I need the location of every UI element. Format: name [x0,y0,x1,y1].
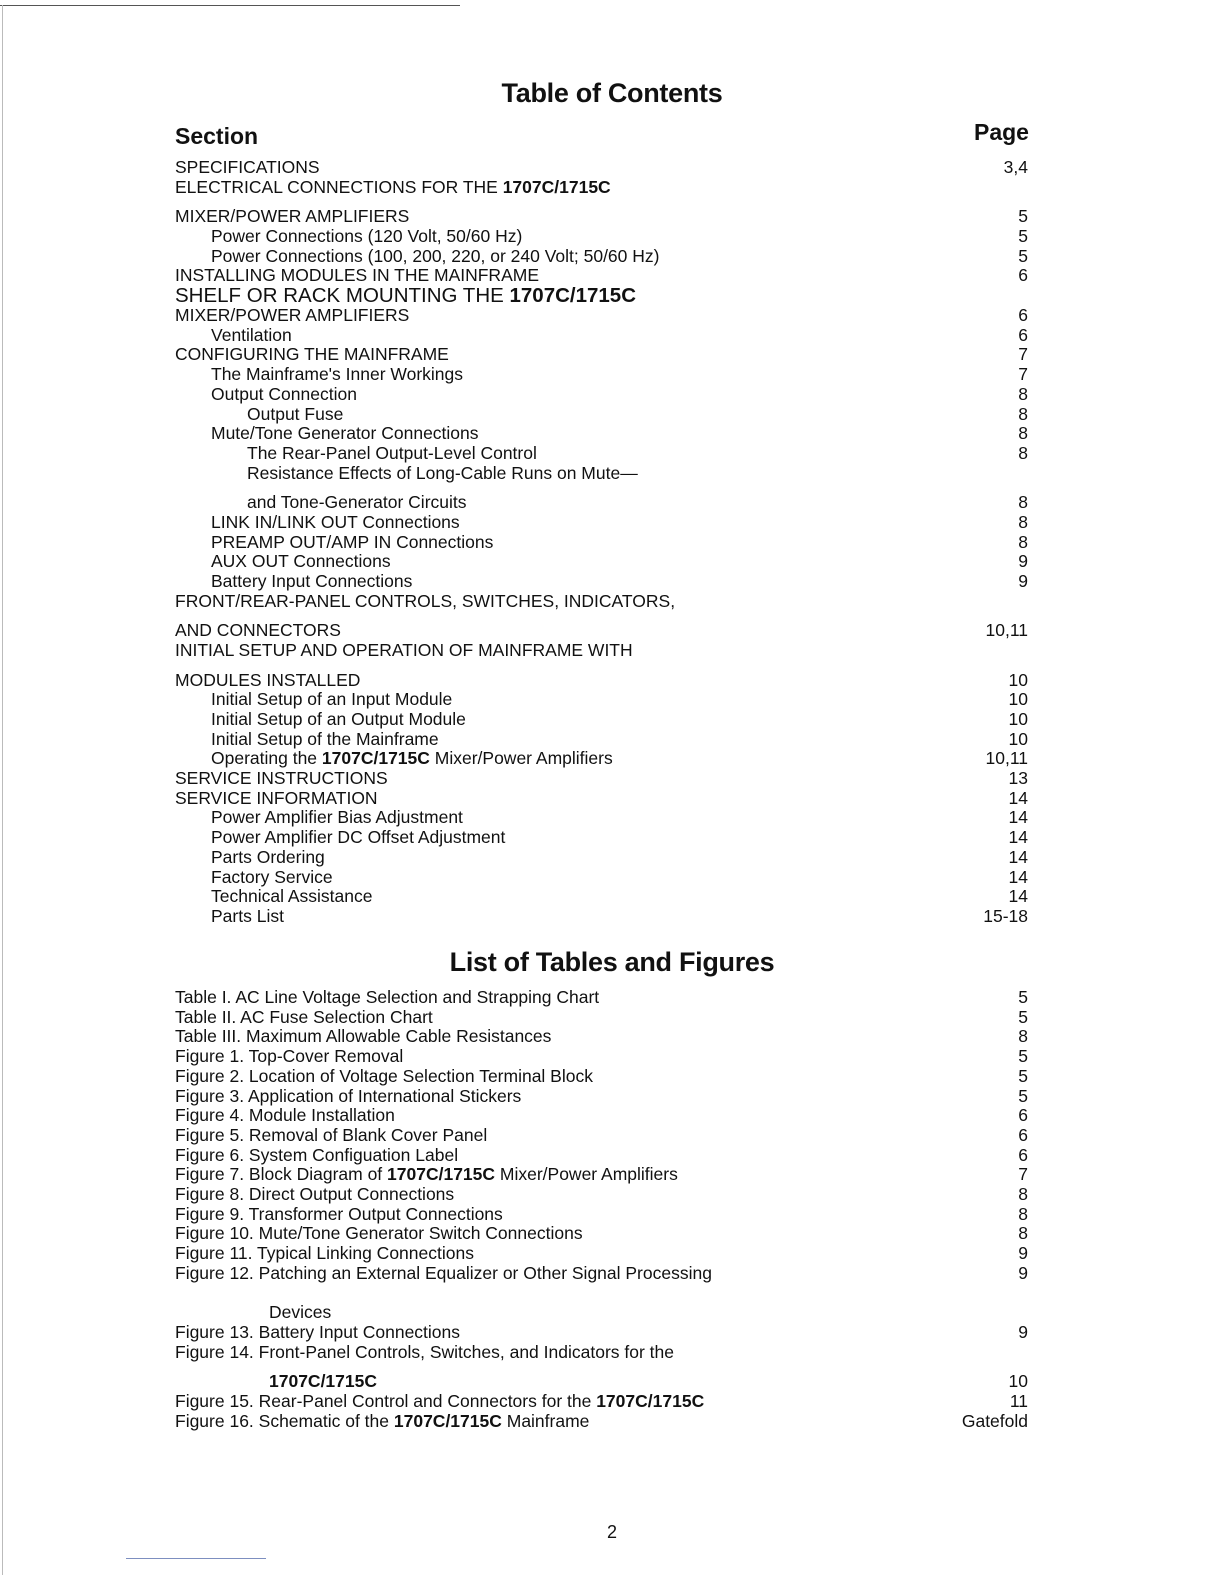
toc-entry [175,227,1030,247]
toc-entry [175,405,1030,425]
toc-entry-page: 8 [1018,423,1028,444]
model-number: 1707C/1715C [596,1390,705,1411]
lotf-entry [175,1067,1030,1087]
scan-edge-left [2,5,3,1575]
lotf-entry-text: Figure 11. Typical Linking Connections [175,1243,474,1264]
lotf-entry-title [175,1264,712,1284]
model-number: 1707C/1715C [393,1410,502,1431]
lotf-entry-page: 8 [1018,1026,1028,1047]
lotf-entry-title [175,1185,454,1205]
lotf-entry-title [175,1146,458,1166]
lotf-entry-text: Figure 10. Mute/Tone Generator Switch Connections [175,1223,583,1244]
lotf-entry [175,1303,1030,1323]
lotf-entry-page: 5 [1018,1085,1028,1106]
toc-entry [175,887,1030,907]
toc-entry [175,848,1030,868]
lotf-entry [175,1027,1030,1047]
lotf-entry [175,1412,1030,1432]
toc-entry-title [175,730,439,750]
toc-entry-text: and Tone-Generator Circuits [247,492,467,513]
toc-entry-page: 8 [1018,442,1028,463]
toc-entry-text: Initial Setup of an Input Module [211,689,453,710]
toc-entry-title [175,769,388,789]
toc-entry-text: Ventilation [211,324,292,345]
toc-entry-page: 5 [1018,225,1028,246]
toc-entry-title [175,247,659,267]
lotf-entry-page: 6 [1018,1105,1028,1126]
lotf-entry-title [175,1372,377,1392]
toc-entry-page: 6 [1018,265,1028,286]
lotf-entry-page: Gatefold [961,1410,1028,1431]
toc-entry [175,178,1030,198]
lotf-entry-title [175,1392,704,1412]
toc-entry-title [175,158,320,178]
toc-entry-title [175,533,493,553]
toc-entry-title [175,326,292,346]
toc-entry-title [175,710,466,730]
lotf-entry-text: Table I. AC Line Voltage Selection and Strapping Chart [175,987,600,1007]
scan-edge-top [0,5,460,6]
lotf-entry-title [175,1412,589,1432]
toc-entry-text: LINK IN/LINK OUT Connections [211,511,460,532]
lotf-entry-text: Figure 6. System Configuation Label [175,1144,459,1165]
toc-entry [175,247,1030,267]
toc-entry-title [175,868,333,888]
toc-entry-text: Power Connections (100, 200, 220, or 240 Volt; 50/60 Hz) [211,245,660,266]
toc-entry-page: 10 [1008,708,1028,729]
toc-entry-title [175,828,505,848]
lotf-entry [175,1165,1030,1185]
lotf-entry [175,1126,1030,1146]
toc-entry [175,730,1030,750]
toc-entry-text: SPECIFICATIONS [175,157,320,177]
toc-entry-text: MIXER/POWER AMPLIFIERS [175,206,410,227]
page-number: 2 [606,1522,617,1542]
toc-entry [175,513,1030,533]
lotf-entry-text: Figure 15. Rear-Panel Control and Connectors for the [175,1390,597,1411]
toc-entry [175,671,1030,691]
lotf-entry [175,1008,1030,1028]
toc-entry-title [175,887,372,907]
lotf-entry-page: 5 [1018,1065,1028,1086]
toc-title: Table of Contents [501,78,723,108]
toc-entry [175,572,1030,592]
lotf-entry [175,1372,1030,1392]
toc-entry-page: 5 [1018,245,1028,266]
toc-entry-page: 8 [1018,492,1028,513]
model-number: 1707C/1715C [502,176,611,197]
toc-entry [175,690,1030,710]
toc-entry [175,424,1030,444]
toc-entry [175,286,1030,306]
toc-entry-page: 9 [1018,551,1028,572]
lotf-entry-text: Mainframe [501,1410,590,1431]
lotf-entry-text: Figure 12. Patching an External Equalizer or Other Signal Processing [175,1262,712,1283]
toc-entry [175,710,1030,730]
toc-entry-text: CONFIGURING THE MAINFRAME [175,344,449,365]
toc-entry-text: Operating the [211,748,322,769]
lotf-entry [175,1224,1030,1244]
lotf-entry-page: 8 [1018,1203,1028,1224]
lotf-entry-page: 11 [1009,1390,1028,1411]
toc-entry-title [175,345,449,365]
lotf-entry-title [175,1343,674,1363]
toc-entry-title [175,907,284,927]
toc-entry-page: 14 [1008,866,1028,887]
toc-entry-page: 14 [1008,846,1028,867]
lotf-entry [175,1392,1030,1412]
lotf-entry-text: Table II. AC Fuse Selection Chart [175,1006,433,1027]
toc-entry-title [175,405,343,425]
lotf-entry-page: 6 [1018,1144,1028,1165]
toc-entry-text: FRONT/REAR-PANEL CONTROLS, SWITCHES, INDICATORS, [175,590,676,611]
toc-entry-text: PREAMP OUT/AMP IN Connections [211,531,494,552]
lotf-entry-page: 9 [1018,1243,1028,1264]
toc-entry [175,868,1030,888]
toc-entry-text: INSTALLING MODULES IN THE MAINFRAME [175,265,539,286]
toc-entry-title [175,552,391,572]
lotf-entry-page: 6 [1018,1124,1028,1145]
lotf-entry [175,1106,1030,1126]
lotf-entry-title [175,1205,503,1225]
lotf-entry [175,1343,1030,1363]
toc-entry [175,621,1030,641]
lotf-entry-text: Mixer/Power Amplifiers [495,1164,678,1185]
toc-entry-text: Factory Service [211,866,333,887]
toc-entry-title [175,286,636,306]
lotf-entry-text: Figure 16. Schematic of the [175,1410,394,1431]
toc-entry-text: Battery Input Connections [211,571,413,592]
toc-entry-text: Parts Ordering [211,846,325,867]
lotf-entry-text: Figure 5. Removal of Blank Cover Panel [175,1124,488,1145]
toc-entry-title [175,513,460,533]
model-number: 1707C/1715C [321,748,430,769]
toc-entry [175,464,1030,484]
lotf-entry [175,1146,1030,1166]
toc-entry-page: 10,11 [985,748,1028,769]
lotf-entry-page: 9 [1018,1321,1028,1342]
toc-entry-title [175,572,412,592]
lotf-entry-title [175,1165,678,1185]
toc-entry [175,907,1030,927]
toc-entry-text: SHELF OR RACK MOUNTING THE [175,284,510,308]
toc-entry-text: Resistance Effects of Long-Cable Runs on Mute— [247,462,638,483]
lotf-entry-title [175,1244,474,1264]
toc-entry-page: 14 [1008,827,1028,848]
toc-entry-page: 14 [1008,787,1028,808]
toc-entry-text: Parts List [211,905,284,926]
toc-entry-text: Output Fuse [247,403,344,424]
toc-entry-title [175,690,452,710]
toc-entry-text: MIXER/POWER AMPLIFIERS [175,305,410,326]
toc-entry-title [175,641,633,661]
lotf-entry-page: 5 [1018,1006,1028,1027]
scan-edge-bottom [126,1558,266,1559]
toc-entry-title [175,444,537,464]
toc-entry-text: MODULES INSTALLED [175,669,361,690]
toc-entry-title [175,207,409,227]
toc-entry-title [175,227,522,247]
toc-entry-title [175,749,613,769]
toc-entry-page: 3,4 [1003,157,1028,177]
lotf-entry-text: Figure 8. Direct Output Connections [175,1184,455,1205]
lotf-entry-title [175,1067,593,1087]
lotf-entry-title [175,1008,433,1028]
toc-entry-page: 6 [1018,324,1028,345]
toc-entry-title [175,621,341,641]
toc-entry-page: 13 [1008,768,1028,789]
toc-entry-text: The Rear-Panel Output-Level Control [247,442,537,463]
lotf-entry-title [175,1047,403,1067]
toc-entry-page: 8 [1018,383,1028,404]
toc-entry-page: 10 [1008,689,1028,710]
toc-entry-text: Power Amplifier DC Offset Adjustment [211,827,506,848]
toc-entry-title [175,365,463,385]
toc-entry-text: Output Connection [211,383,357,404]
toc-entry [175,828,1030,848]
section-column-header: Section [175,123,259,149]
toc-entry-text: INITIAL SETUP AND OPERATION OF MAINFRAME WITH [175,640,633,660]
toc-entry-text: SERVICE INFORMATION [175,787,378,808]
toc-entry-text: Power Connections (120 Volt, 50/60 Hz) [211,225,523,246]
lotf-entry-page: 8 [1018,1223,1028,1244]
toc-entry-text: Power Amplifier Bias Adjustment [211,807,463,828]
lotf-entry-page: 5 [1018,1046,1028,1067]
toc-entry-page: 6 [1018,305,1028,326]
toc-entry-text: Mute/Tone Generator Connections [211,423,479,444]
lotf-entry-text: Figure 1. Top-Cover Removal [175,1046,404,1067]
lotf-list [175,988,1030,1431]
toc-entry-page: 10 [1008,728,1028,749]
toc-entry-text: Mixer/Power Amplifiers [429,748,613,769]
lotf-entry [175,1047,1030,1067]
toc-entry [175,444,1030,464]
toc-entry [175,158,1030,178]
lotf-entry [175,988,1030,1008]
toc-entry-page: 10 [1008,669,1028,690]
toc-entry-page: 9 [1018,571,1028,592]
toc-entry-page: 14 [1008,807,1028,828]
lotf-entry-title [175,1323,460,1343]
toc-entry-page: 14 [1008,886,1028,907]
model-number: 1707C/1715C [269,1371,377,1392]
toc-entry-title [175,848,325,868]
lotf-entry-page: 8 [1018,1184,1028,1205]
toc-entry [175,749,1030,769]
toc-entry [175,365,1030,385]
lotf-entry [175,1264,1030,1284]
toc-entry-page: 5 [1018,206,1028,227]
toc-entry-text: AND CONNECTORS [175,620,341,641]
model-number: 1707C/1715C [387,1164,496,1185]
lotf-entry-text: Figure 13. Battery Input Connections [175,1321,461,1342]
lotf-entry-title [175,1106,395,1126]
lotf-entry-text: Figure 14. Front-Panel Controls, Switches, and Indicators for the [175,1341,674,1362]
toc-entry-page: 8 [1018,531,1028,552]
lotf-entry-title [175,1224,583,1244]
toc-entry [175,808,1030,828]
lotf-entry-text: Figure 9. Transformer Output Connections [175,1203,503,1224]
toc-entry-text: SERVICE INSTRUCTIONS [175,768,388,789]
lotf-entry [175,1185,1030,1205]
toc-entry [175,326,1030,346]
toc-entry-title [175,493,467,513]
lotf-entry-page: 5 [1018,987,1028,1007]
lotf-entry-text: Devices [269,1302,332,1323]
toc-entry-page: 8 [1018,403,1028,424]
toc-entry [175,533,1030,553]
toc-entry-text: The Mainframe's Inner Workings [211,364,463,385]
toc-entry-text: Initial Setup of an Output Module [211,708,466,729]
toc-entry-text: AUX OUT Connections [211,551,391,572]
toc-list [175,158,1030,927]
lotf-entry [175,1087,1030,1107]
lotf-entry-page: 10 [1008,1371,1028,1392]
toc-entry-text: Technical Assistance [211,886,373,907]
toc-entry-title [175,385,357,405]
toc-entry [175,552,1030,572]
toc-entry-title [175,306,409,326]
toc-entry-text: ELECTRICAL CONNECTIONS FOR THE [175,176,503,197]
toc-entry-page: 8 [1018,511,1028,532]
toc-entry-title [175,789,378,809]
lotf-entry-text: Figure 4. Module Installation [175,1105,395,1126]
lotf-entry-title [175,1087,521,1107]
toc-entry [175,207,1030,227]
lotf-entry-text: Table III. Maximum Allowable Cable Resistances [175,1026,552,1047]
model-number: 1707C/1715C [509,284,637,308]
toc-entry-title [175,178,611,198]
toc-entry-title [175,464,638,484]
lotf-entry-title [175,988,599,1008]
toc-entry-page: 10,11 [985,620,1028,641]
lotf-entry [175,1323,1030,1343]
toc-entry [175,769,1030,789]
lotf-entry [175,1244,1030,1264]
toc-entry [175,592,1030,612]
toc-entry [175,641,1030,661]
toc-entry-title [175,808,463,828]
toc-entry [175,345,1030,365]
toc-entry-title [175,424,479,444]
toc-entry-page: 7 [1018,344,1028,365]
lotf-entry-page: 7 [1018,1164,1028,1185]
toc-entry-page: 15-18 [983,905,1028,926]
lotf-entry-text: Figure 7. Block Diagram of [175,1164,388,1185]
toc-entry [175,493,1030,513]
toc-entry [175,306,1030,326]
lotf-entry [175,1205,1030,1225]
lotf-entry-text: Figure 3. Application of International Stickers [175,1085,522,1106]
page-column-header: Page [974,119,1029,145]
toc-entry-text: Initial Setup of the Mainframe [211,728,439,749]
toc-entry-title [175,671,360,691]
lotf-entry-title [175,1303,331,1323]
toc-entry-title [175,592,675,612]
lotf-entry-title [175,1126,487,1146]
lotf-entry-title [175,1027,551,1047]
lotf-title: List of Tables and Figures [449,947,775,977]
lotf-entry-page: 9 [1018,1262,1028,1283]
toc-entry [175,789,1030,809]
toc-entry [175,385,1030,405]
lotf-entry-text: Figure 2. Location of Voltage Selection Terminal Block [175,1065,593,1086]
toc-entry-page: 7 [1018,364,1028,385]
